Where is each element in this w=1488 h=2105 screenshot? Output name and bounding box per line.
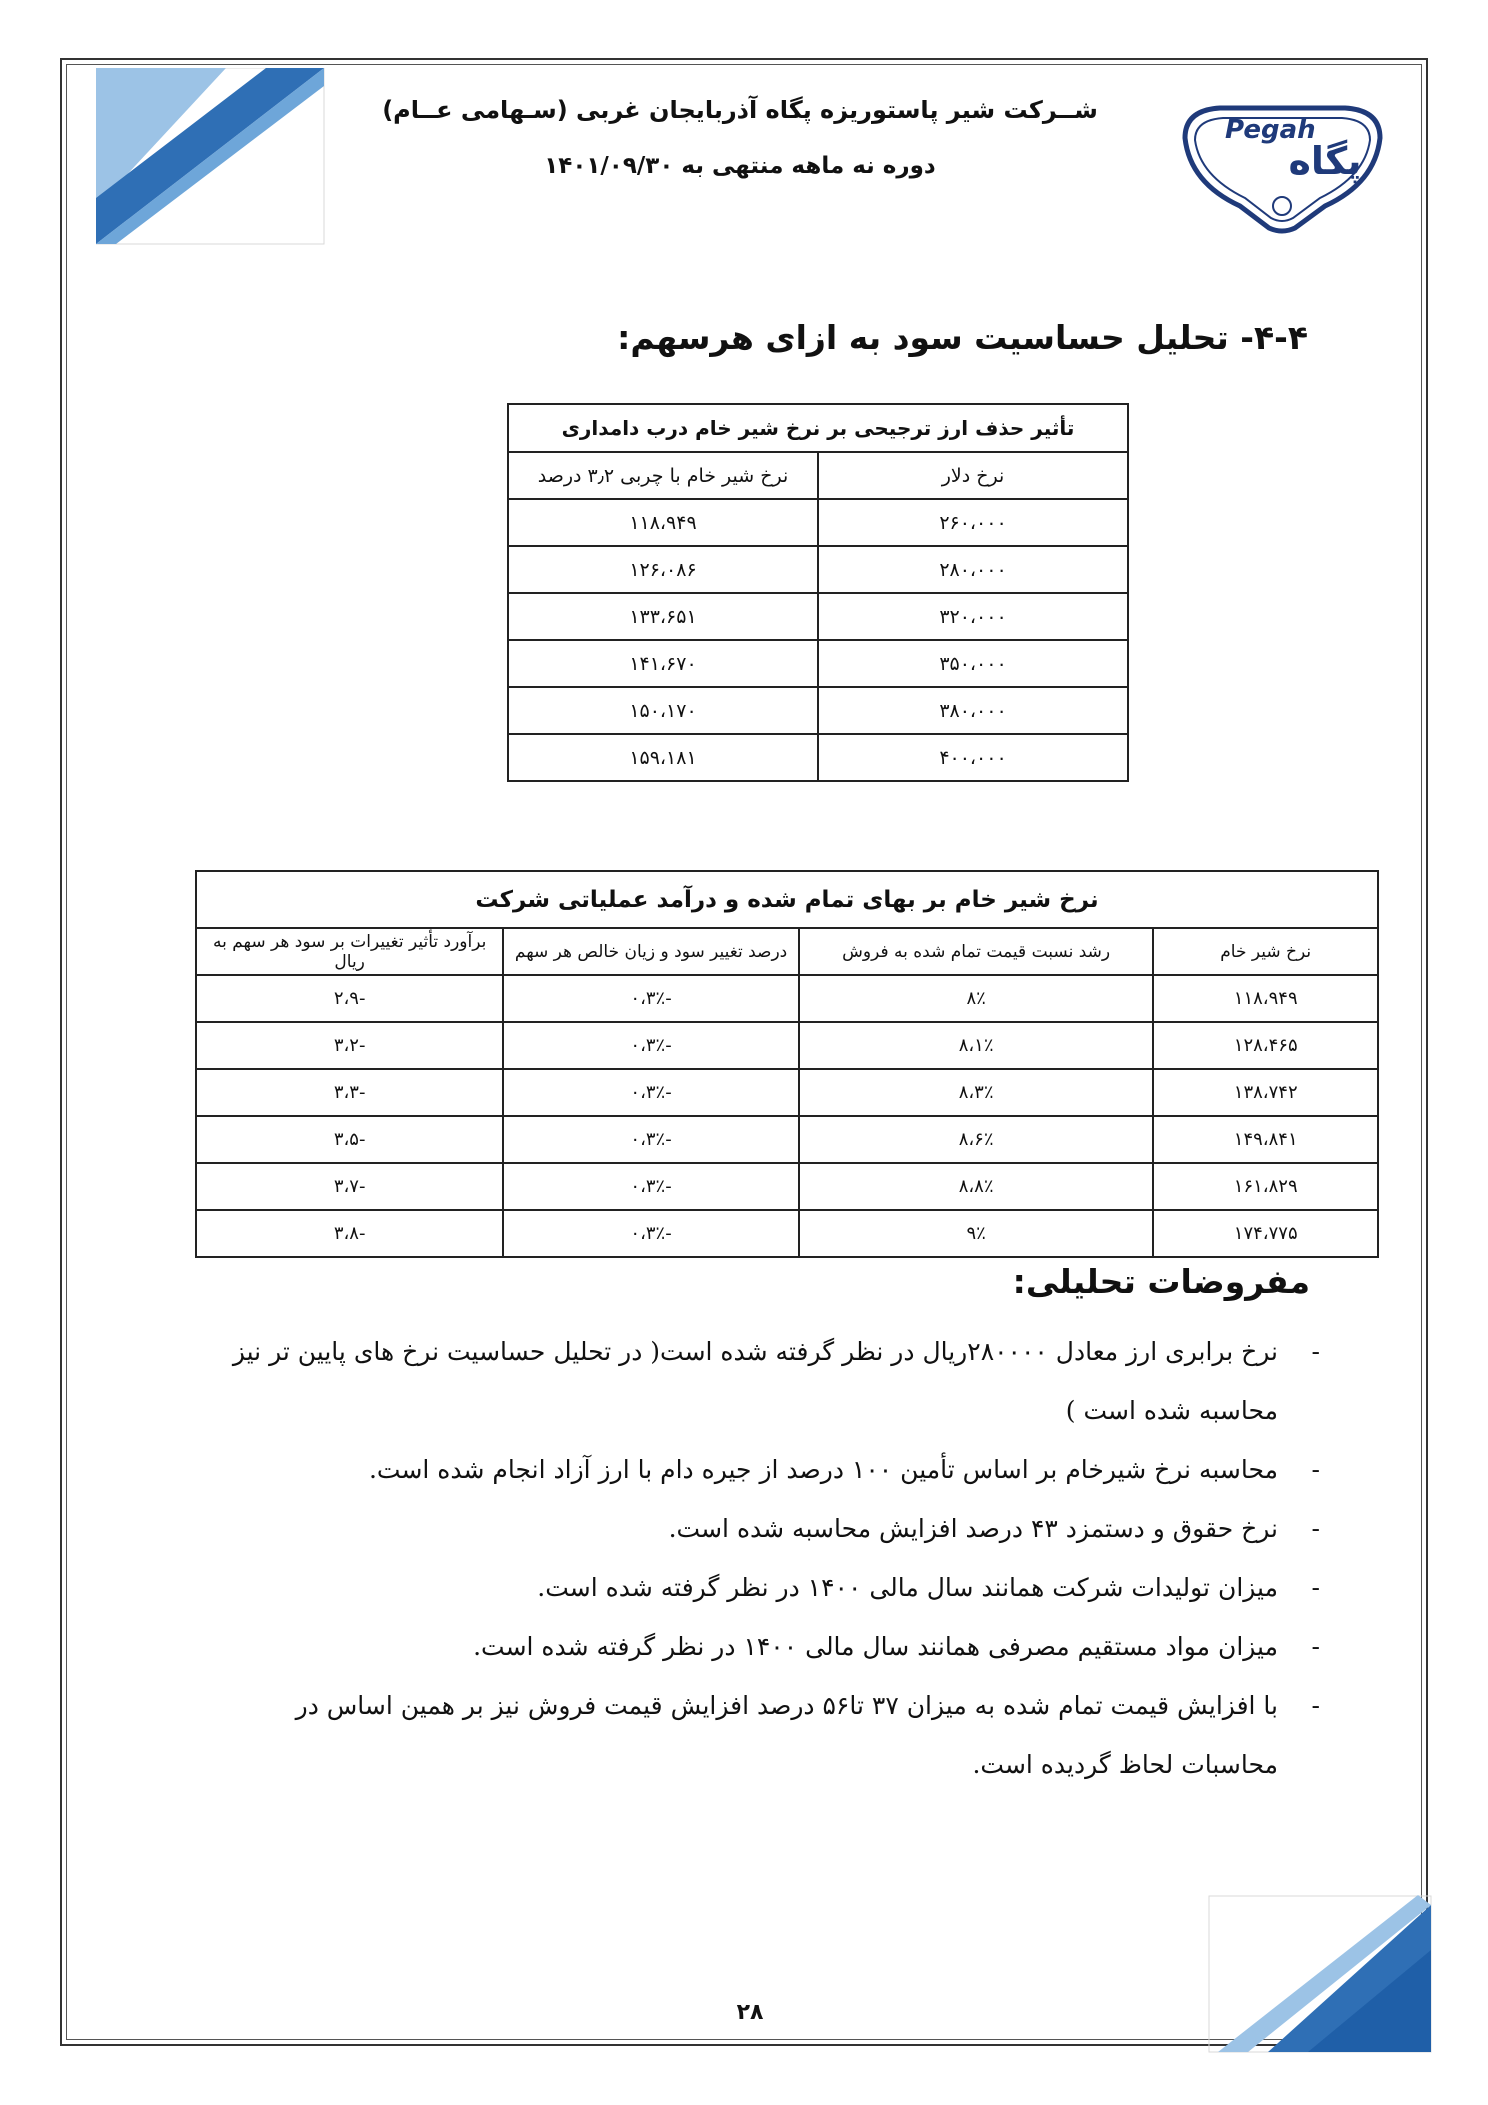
- table2-header: رشد نسبت قیمت تمام شده به فروش: [799, 928, 1154, 975]
- table-row: [196, 975, 1378, 1022]
- list-item: [220, 1440, 1320, 1499]
- corner-decoration-bottom-right: [1208, 1895, 1433, 2055]
- page-number: ۲۸: [736, 2000, 764, 2025]
- table2-header: درصد تغییر سود و زیان خالص هر سهم: [503, 928, 799, 975]
- table-row: [508, 499, 1128, 546]
- table-row: [508, 593, 1128, 640]
- table1-header: نرخ شیر خام با چربی ۳٫۲ درصد: [508, 452, 818, 499]
- company-name: شــرکت شیر پاستوریزه پگاه آذربایجان غربی (سـهامی عــام): [382, 96, 1098, 124]
- table-cell: ۱۵۹،۱۸۱: [508, 734, 818, 781]
- table-cell: -۰،۳٪: [503, 1069, 799, 1116]
- table-cell: ۱۳۸،۷۴۲: [1153, 1069, 1378, 1116]
- list-item: [220, 1676, 1320, 1794]
- table-row: [508, 546, 1128, 593]
- table-cell: -۳،۸: [196, 1210, 503, 1257]
- table-cell: ۳۸۰،۰۰۰: [818, 687, 1128, 734]
- bullet-dash: -: [1311, 1337, 1320, 1366]
- table-cell: ۳۲۰،۰۰۰: [818, 593, 1128, 640]
- table-cell: ۱۵۰،۱۷۰: [508, 687, 818, 734]
- table-cell: -۰،۳٪: [503, 1210, 799, 1257]
- table-cell: ۱۱۸،۹۴۹: [1153, 975, 1378, 1022]
- section-heading: ۴-۴- تحلیل حساسیت سود به ازای هرسهم:: [617, 318, 1308, 357]
- table-cell: ۸،۸٪: [799, 1163, 1154, 1210]
- table-cell: ۹٪: [799, 1210, 1154, 1257]
- table-cell: ۱۴۹،۸۴۱: [1153, 1116, 1378, 1163]
- table-cell: -۳،۳: [196, 1069, 503, 1116]
- table-cell: ۲۸۰،۰۰۰: [818, 546, 1128, 593]
- table-row: [196, 1022, 1378, 1069]
- table1-caption: تأثیر حذف ارز ترجیحی بر نرخ شیر خام درب دامداری: [508, 404, 1128, 452]
- table2-caption: نرخ شیر خام بر بهای تمام شده و درآمد عملیاتی شرکت: [196, 871, 1378, 928]
- table-cell: ۱۱۸،۹۴۹: [508, 499, 818, 546]
- list-item: [220, 1617, 1320, 1676]
- pegah-logo: [1175, 98, 1390, 234]
- dollar-rate-table: [507, 403, 1129, 782]
- table-cell: -۳،۲: [196, 1022, 503, 1069]
- corner-decoration-top-left: [96, 68, 326, 246]
- list-item: [220, 1499, 1320, 1558]
- report-period: دوره نه ماهه منتهی به ۱۴۰۱/۰۹/۳۰: [544, 153, 936, 179]
- assumption-text: میزان تولیدات شرکت همانند سال مالی ۱۴۰۰ در نظر گرفته شده است.: [537, 1573, 1278, 1602]
- assumption-text: با افزایش قیمت تمام شده به میزان ۳۷ تا۵۶ درصد افزایش قیمت فروش نیز بر همین اساس در محاسبات لحاظ گردیده است.: [295, 1691, 1278, 1779]
- table-row: [196, 1163, 1378, 1210]
- table-cell: ۱۲۶،۰۸۶: [508, 546, 818, 593]
- bullet-dash: -: [1311, 1691, 1320, 1720]
- table-row: [508, 734, 1128, 781]
- table-cell: ۱۳۳،۶۵۱: [508, 593, 818, 640]
- table-cell: ۲۶۰،۰۰۰: [818, 499, 1128, 546]
- list-item: [220, 1558, 1320, 1617]
- bullet-dash: -: [1311, 1455, 1320, 1484]
- table-cell: ۱۷۴،۷۷۵: [1153, 1210, 1378, 1257]
- table2-header: نرخ شیر خام: [1153, 928, 1378, 975]
- list-item: [220, 1322, 1320, 1440]
- bullet-dash: -: [1311, 1632, 1320, 1661]
- table-cell: ۳۵۰،۰۰۰: [818, 640, 1128, 687]
- assumptions-list: [220, 1322, 1320, 1794]
- assumptions-heading: مفروضات تحلیلی:: [1012, 1262, 1310, 1301]
- table-row: [196, 1210, 1378, 1257]
- table-cell: -۰،۳٪: [503, 1022, 799, 1069]
- table-cell: -۳،۷: [196, 1163, 503, 1210]
- table-row: [508, 687, 1128, 734]
- table-cell: -۰،۳٪: [503, 975, 799, 1022]
- assumption-text: نرخ حقوق و دستمزد ۴۳ درصد افزایش محاسبه شده است.: [668, 1514, 1278, 1543]
- logo-persian-text: پگاه: [1288, 139, 1362, 183]
- table-cell: -۲،۹: [196, 975, 503, 1022]
- table-cell: ۸،۳٪: [799, 1069, 1154, 1116]
- table-cell: -۰،۳٪: [503, 1163, 799, 1210]
- table-cell: ۸،۶٪: [799, 1116, 1154, 1163]
- table-cell: ۸،۱٪: [799, 1022, 1154, 1069]
- bullet-dash: -: [1311, 1573, 1320, 1602]
- logo-latin-text: Pegah: [1225, 115, 1316, 145]
- table-cell: ۱۴۱،۶۷۰: [508, 640, 818, 687]
- table-cell: ۱۶۱،۸۲۹: [1153, 1163, 1378, 1210]
- table-cell: -۳،۵: [196, 1116, 503, 1163]
- assumption-text: محاسبه نرخ شیرخام بر اساس تأمین ۱۰۰ درصد از جیره دام با ارز آزاد انجام شده است.: [368, 1455, 1278, 1484]
- bullet-dash: -: [1311, 1514, 1320, 1543]
- table-cell: ۱۲۸،۴۶۵: [1153, 1022, 1378, 1069]
- table-row: [196, 1116, 1378, 1163]
- assumption-text: نرخ برابری ارز معادل ۲۸۰۰۰۰ریال در نظر گرفته شده است( در تحلیل حساسیت نرخ های پایین تر نیز محاسبه شده است ): [232, 1337, 1278, 1425]
- table-row: [508, 640, 1128, 687]
- table-row: [196, 1069, 1378, 1116]
- raw-milk-impact-table: [195, 870, 1379, 1258]
- table-cell: -۰،۳٪: [503, 1116, 799, 1163]
- assumption-text: میزان مواد مستقیم مصرفی همانند سال مالی ۱۴۰۰ در نظر گرفته شده است.: [473, 1632, 1278, 1661]
- table1-header: نرخ دلار: [818, 452, 1128, 499]
- table-cell: ۸٪: [799, 975, 1154, 1022]
- table2-header: برآورد تأثیر تغییرات بر سود هر سهم به ریال: [196, 928, 503, 975]
- table-cell: ۴۰۰،۰۰۰: [818, 734, 1128, 781]
